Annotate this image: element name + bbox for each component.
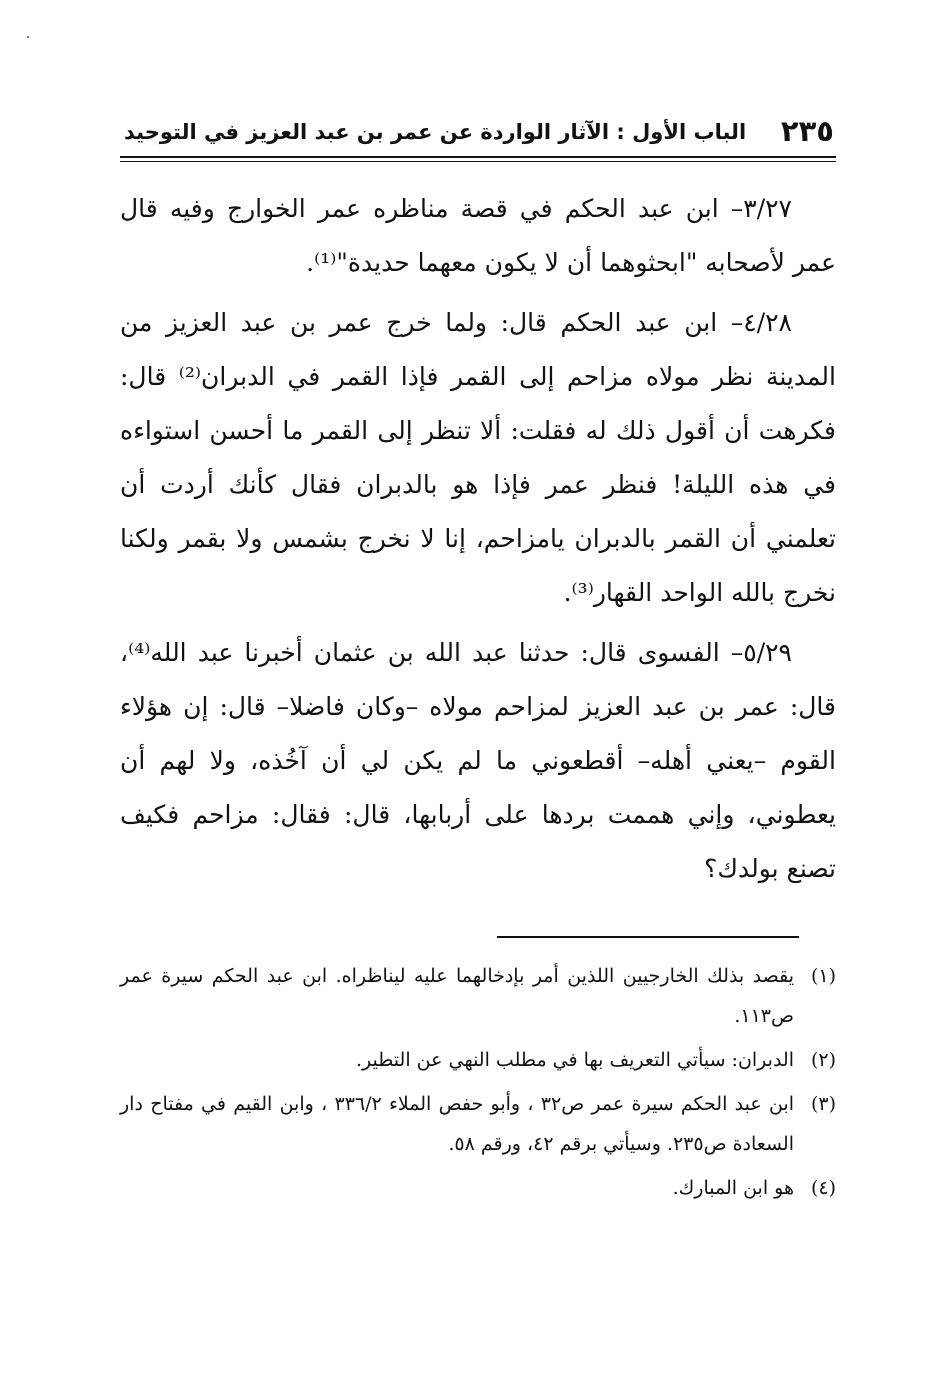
footnote-4 — [120, 1168, 836, 1208]
footnote-text: يقصد بذلك الخارجيين اللذين أمر بإدخالهما عليه ليناظراه. ابن عبد الحكم سيرة عمر ص١١٣. — [120, 965, 794, 1027]
paragraph-28: ٤/٢٨– ابن عبد الحكم قال: ولما خرج عمر بن عبد العزيز من المدينة نظر مولاه مزاحم إلى القمر فإذا القمر في الدبران⁽²⁾ قال: فكرهت أن أقول ذلك له فقلت: ألا تنظر إلى القمر ما أحسن استواءه في هذه الليلة! فنظر عمر فإذا هو بالدبران فقال كأنك أردت أن تعلمني أن القمر بالدبران يامزاحم، إنا لا نخرج بشمس ولا بقمر ولكنا نخرج بالله الواحد القهار⁽³⁾. — [120, 308, 837, 607]
footnote-text: هو ابن المبارك. — [672, 1177, 794, 1199]
footnote-number: (٢) — [810, 1049, 836, 1071]
page-header — [120, 114, 836, 154]
paragraph-27: ٣/٢٧– ابن عبد الحكم في قصة مناظره عمر الخوارج وفيه قال عمر لأصحابه "ابحثوهما أن لا يكون معهما حديدة"⁽¹⁾. — [120, 194, 836, 277]
page-number: ٢٣٥ — [780, 114, 834, 148]
footnote-number: (٤) — [810, 1177, 836, 1199]
footnote-2 — [120, 1040, 836, 1080]
header-rule — [120, 156, 836, 162]
footnotes — [120, 956, 836, 1212]
footnote-number: (٣) — [810, 1093, 836, 1115]
footnote-1 — [120, 956, 836, 1036]
footnote-number: (١) — [810, 965, 836, 987]
main-text — [120, 182, 836, 902]
running-title: الباب الأول : الآثار الواردة عن عمر بن عبد العزيز في التوحيد — [124, 120, 747, 144]
footnote-text: الدبران: سيأتي التعريف بها في مطلب النهي عن التطير. — [355, 1049, 794, 1071]
footnote-3 — [120, 1084, 836, 1164]
paragraph-29: ٥/٢٩– الفسوى قال: حدثنا عبد الله بن عثمان أخبرنا عبد الله⁽⁴⁾، قال: عمر بن عبد العزيز لمزاحم مولاه –وكان فاضلا– قال: إن هؤلاء القوم –يعني أهله– أقطعوني ما لم يكن لي أن آخُذه، ولا لهم أن يعطوني، وإني هممت بردها على أربابها، قال: فقال: مزاحم فكيف تصنع بولدك؟ — [120, 638, 836, 883]
footnote-text: ابن عبد الحكم سيرة عمر ص٣٢ ، وأبو حفص الملاء ٣٣٦/٢ ، وابن القيم في مفتاح دار السعادة ص٢٣٥. وسيأتي برقم ٤٢، ورقم ٥٨. — [120, 1093, 794, 1155]
footnote-separator — [497, 936, 799, 938]
scan-speck — [27, 36, 29, 38]
